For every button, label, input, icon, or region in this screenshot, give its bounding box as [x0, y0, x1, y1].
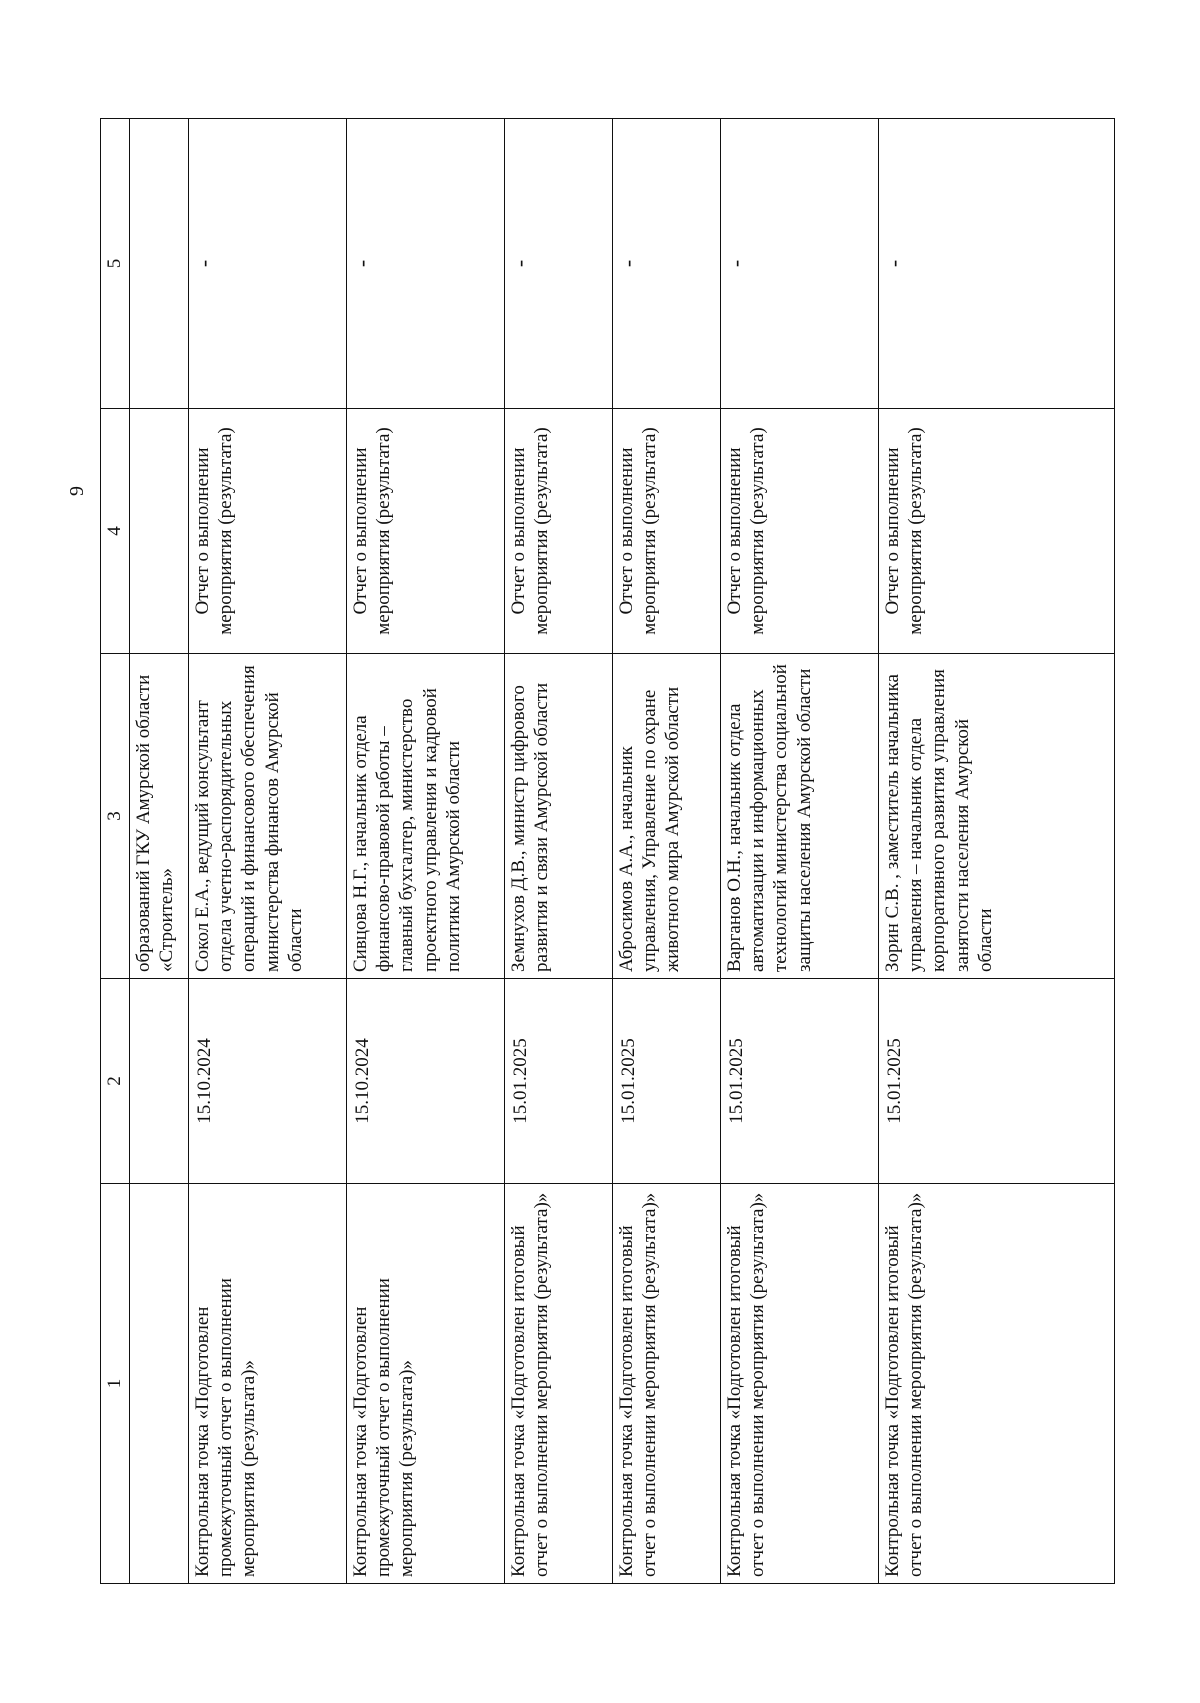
- cell-date: 15.10.2024: [347, 979, 505, 1184]
- table-row: [879, 119, 1115, 1584]
- header-cell-1: 1: [101, 1184, 130, 1584]
- table-row: [347, 119, 505, 1584]
- cell-date: 15.01.2025: [505, 979, 613, 1184]
- cell-document: Отчет о выполнении мероприятия (результата): [879, 409, 1115, 654]
- cell-document: [130, 409, 189, 654]
- cell-responsible: Земнухов Д.В., министр цифрового развития и связи Амурской области: [505, 654, 613, 979]
- header-cell-4: 4: [101, 409, 130, 654]
- cell-responsible: Абросимов А.А., начальник управления, Управление по охране животного мира Амурской области: [613, 654, 721, 979]
- cell-control-point: Контрольная точка «Подготовлен промежуточный отчет о выполнении мероприятия (результата)»: [347, 1184, 505, 1584]
- header-cell-2: 2: [101, 979, 130, 1184]
- cell-notes: [130, 119, 189, 409]
- rotated-table-container: [100, 119, 1115, 1584]
- table-row: [613, 119, 721, 1584]
- header-cell-3: 3: [101, 654, 130, 979]
- page-number: 9: [65, 486, 88, 496]
- cell-notes: -: [721, 119, 879, 409]
- cell-date: 15.01.2025: [879, 979, 1115, 1184]
- cell-control-point: Контрольная точка «Подготовлен итоговый отчет о выполнении мероприятия (результата)»: [879, 1184, 1115, 1584]
- cell-notes: -: [505, 119, 613, 409]
- header-cell-5: 5: [101, 119, 130, 409]
- cell-control-point: [130, 1184, 189, 1584]
- cell-control-point: Контрольная точка «Подготовлен промежуточный отчет о выполнении мероприятия (результата)»: [189, 1184, 347, 1584]
- cell-control-point: Контрольная точка «Подготовлен итоговый отчет о выполнении мероприятия (результата)»: [721, 1184, 879, 1584]
- table-row: [189, 119, 347, 1584]
- control-points-table: [100, 118, 1115, 1584]
- cell-responsible: Зорин С.В. , заместитель начальника управления – начальник отдела корпоративного развития управления занятости населения Амурской области: [879, 654, 1115, 979]
- cell-control-point: Контрольная точка «Подготовлен итоговый отчет о выполнении мероприятия (результата)»: [613, 1184, 721, 1584]
- cell-date: [130, 979, 189, 1184]
- cell-document: Отчет о выполнении мероприятия (результата): [613, 409, 721, 654]
- continuation-row: [130, 119, 189, 1584]
- table-row: [505, 119, 613, 1584]
- table-row: [721, 119, 879, 1584]
- cell-responsible: Сивцова Н.Г., начальник отдела финансово-правовой работы – главный бухгалтер, министерство проектного управления и кадровой политики Амурской области: [347, 654, 505, 979]
- cell-responsible: Варганов О.Н., начальник отдела автоматизации и информационных технологий министерства социальной защиты населения Амурской области: [721, 654, 879, 979]
- cell-notes: -: [879, 119, 1115, 409]
- header-row: [101, 119, 130, 1584]
- cell-responsible: образований ГКУ Амурской области «Строитель»: [130, 654, 189, 979]
- cell-notes: -: [189, 119, 347, 409]
- cell-document: Отчет о выполнении мероприятия (результата): [347, 409, 505, 654]
- cell-notes: -: [613, 119, 721, 409]
- cell-date: 15.01.2025: [721, 979, 879, 1184]
- cell-document: Отчет о выполнении мероприятия (результата): [189, 409, 347, 654]
- cell-date: 15.10.2024: [189, 979, 347, 1184]
- cell-control-point: Контрольная точка «Подготовлен итоговый отчет о выполнении мероприятия (результата)»: [505, 1184, 613, 1584]
- cell-document: Отчет о выполнении мероприятия (результата): [721, 409, 879, 654]
- cell-notes: -: [347, 119, 505, 409]
- cell-responsible: Сокол Е.А., ведущий консультант отдела учетно-распорядительных операций и финансового обеспечения министерства финансов Амурской области: [189, 654, 347, 979]
- cell-date: 15.01.2025: [613, 979, 721, 1184]
- cell-document: Отчет о выполнении мероприятия (результата): [505, 409, 613, 654]
